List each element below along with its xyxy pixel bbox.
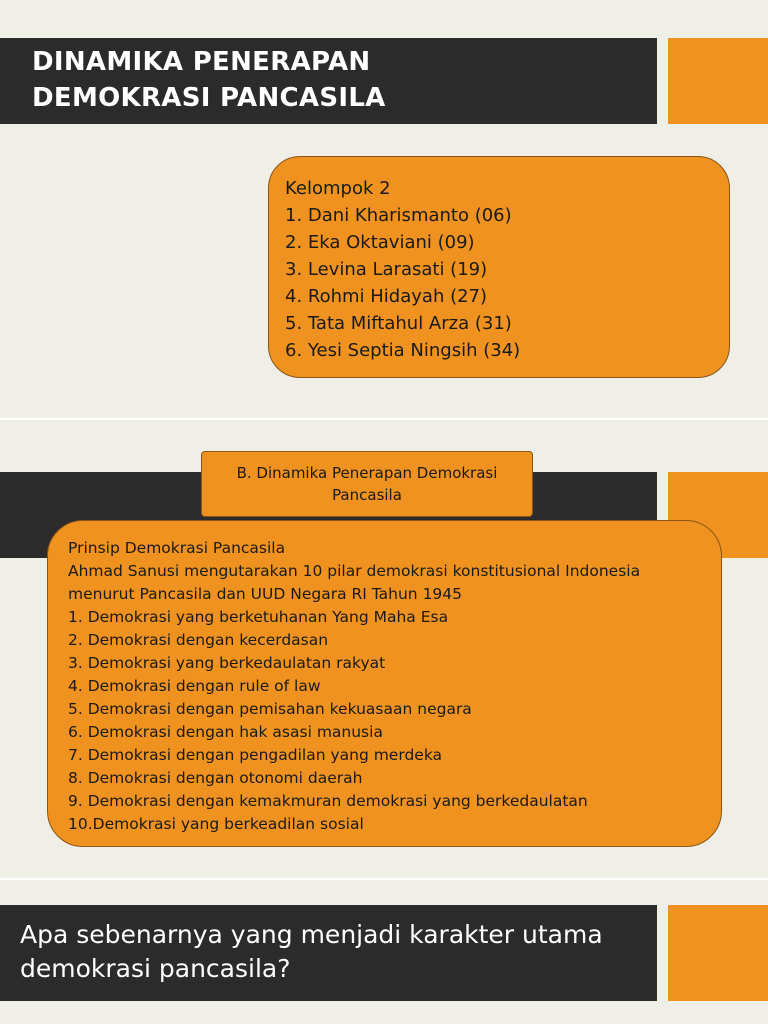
- slide-title: [32, 44, 386, 116]
- group-members-box: [268, 156, 730, 378]
- principle-item: 8. Demokrasi dengan otonomi daerah: [68, 769, 363, 787]
- section-label: [201, 451, 533, 517]
- member-item: 6. Yesi Septia Ningsih (34): [285, 340, 521, 361]
- principles-heading: Prinsip Demokrasi Pancasila: [68, 539, 286, 557]
- principle-item: 5. Demokrasi dengan pemisahan kekuasaan negara: [68, 700, 472, 718]
- principle-item: 7. Demokrasi dengan pengadilan yang merdeka: [68, 746, 443, 764]
- question-line: Apa sebenarnya yang menjadi karakter utama: [20, 920, 603, 949]
- principles-intro: menurut Pancasila dan UUD Negara RI Tahun 1945: [68, 585, 463, 603]
- member-item: 4. Rohmi Hidayah (27): [285, 286, 488, 307]
- question-text: [20, 918, 603, 986]
- section-label-line: B. Dinamika Penerapan Demokrasi: [236, 464, 498, 482]
- section-label-line: Pancasila: [332, 486, 402, 504]
- principle-item: 2. Demokrasi dengan kecerdasan: [68, 631, 329, 649]
- principles-intro: Ahmad Sanusi mengutarakan 10 pilar demokrasi konstitusional Indonesia: [68, 562, 641, 580]
- member-item: 5. Tata Miftahul Arza (31): [285, 313, 512, 334]
- group-heading: Kelompok 2: [285, 178, 391, 199]
- principle-item: 9. Demokrasi dengan kemakmuran demokrasi yang berkedaulatan: [68, 792, 588, 810]
- member-item: 3. Levina Larasati (19): [285, 259, 488, 280]
- member-item: 1. Dani Kharismanto (06): [285, 205, 512, 226]
- principle-item: 10.Demokrasi yang berkeadilan sosial: [68, 815, 364, 833]
- slide-title-line: DEMOKRASI PANCASILA: [32, 83, 386, 113]
- slide-title-line: DINAMIKA PENERAPAN: [32, 47, 371, 77]
- title-accent-tab: [668, 38, 768, 124]
- principle-item: 6. Demokrasi dengan hak asasi manusia: [68, 723, 383, 741]
- principles-box: [47, 520, 722, 847]
- question-line: demokrasi pancasila?: [20, 954, 291, 983]
- principle-item: 3. Demokrasi yang berkedaulatan rakyat: [68, 654, 386, 672]
- slide-divider: [0, 418, 768, 420]
- principle-item: 4. Demokrasi dengan rule of law: [68, 677, 321, 695]
- slide-divider: [0, 878, 768, 880]
- principle-item: 1. Demokrasi yang berketuhanan Yang Maha Esa: [68, 608, 449, 626]
- member-item: 2. Eka Oktaviani (09): [285, 232, 475, 253]
- question-accent-tab: [668, 905, 768, 1001]
